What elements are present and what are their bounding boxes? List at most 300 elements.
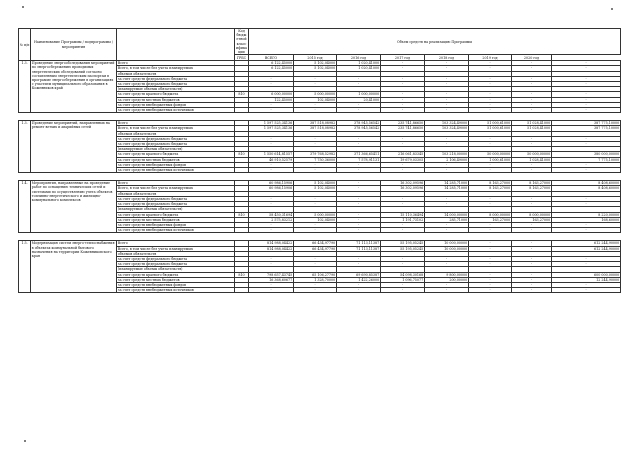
amount-cell: - <box>469 241 512 246</box>
amount-cell: 5 102,04000 <box>294 61 337 66</box>
amount-cell: - <box>381 222 425 227</box>
amount-cell: 51 028,41000 <box>512 121 552 126</box>
amount-cell: - <box>512 241 552 246</box>
amount-cell: - <box>552 66 621 71</box>
amount-cell: - <box>381 76 425 81</box>
amount-cell: - <box>469 97 512 102</box>
grbs-code: 810 <box>235 212 249 217</box>
amount-cell: - <box>337 222 381 227</box>
funding-source: за счет средств федерального бюджета <box>117 256 235 261</box>
amount-cell: 103 218,00000 <box>425 152 469 157</box>
amount-cell: - <box>337 228 381 233</box>
funding-source: (планируемые объемы обязательств) <box>117 87 235 92</box>
amount-cell: - <box>425 102 469 107</box>
funding-source: за счет средств местных бюджетов <box>117 157 235 162</box>
amount-cell: - <box>249 162 294 167</box>
amount-cell: 5 000,00000 <box>294 92 337 97</box>
amount-cell: - <box>381 256 425 261</box>
amount-cell: - <box>249 282 294 287</box>
amount-cell: - <box>469 272 512 277</box>
grbs-code: 810 <box>235 92 249 97</box>
amount-cell: - <box>294 228 337 233</box>
amount-cell: - <box>469 102 512 107</box>
amount-cell: 7 775,10000 <box>552 157 621 162</box>
table-row <box>19 241 621 246</box>
funding-source: за счет средств федерального бюджета <box>117 262 235 267</box>
amount-cell: - <box>552 108 621 113</box>
amount-cell: - <box>425 222 469 227</box>
amount-cell: - <box>294 102 337 107</box>
amount-cell: - <box>512 228 552 233</box>
amount-cell: 5 000,00000 <box>294 212 337 217</box>
amount-cell: - <box>469 222 512 227</box>
amount-cell: 10 000,00000 <box>425 241 469 246</box>
amount-cell: - <box>337 186 381 191</box>
amount-cell: 1 550 614,81557 <box>249 152 294 157</box>
amount-cell: - <box>512 288 552 293</box>
amount-cell: 8 163,27000 <box>469 186 512 191</box>
section-spacer <box>19 233 621 241</box>
amount-cell: - <box>552 168 621 173</box>
amount-cell: - <box>249 288 294 293</box>
amount-cell: - <box>294 142 337 147</box>
amount-cell: - <box>469 66 512 71</box>
amount-cell: 66 434,97790 <box>294 241 337 246</box>
amount-cell: - <box>552 288 621 293</box>
amount-cell: - <box>294 76 337 81</box>
funding-source: за счет средств внебюджетных источников <box>117 108 235 113</box>
amount-cell: 1 028,41000 <box>512 157 552 162</box>
amount-cell: - <box>425 202 469 207</box>
funding-source: за счет средств внебюджетных фондов <box>117 282 235 287</box>
funding-source: объемов обязательств <box>117 71 235 76</box>
header-year: 2018 год <box>425 55 469 61</box>
funding-source: за счет средств краевого бюджета <box>117 92 235 97</box>
amount-cell: - <box>425 196 469 201</box>
header-num: № п/п <box>19 29 31 61</box>
amount-cell: - <box>337 217 381 222</box>
amount-cell: 285,71000 <box>425 217 469 222</box>
amount-cell: 55 195,05245 <box>381 241 425 246</box>
amount-cell: - <box>381 97 425 102</box>
amount-cell: - <box>381 202 425 207</box>
amount-cell: 1 000,00000 <box>337 92 381 97</box>
section-number: 1.4. <box>19 181 31 233</box>
amount-cell: 50 000,00000 <box>469 152 512 157</box>
amount-cell: 6 122,45000 <box>249 61 294 66</box>
amount-cell: - <box>294 288 337 293</box>
amount-cell: - <box>381 282 425 287</box>
amount-cell: 600 000,00000 <box>552 272 621 277</box>
amount-cell: - <box>512 202 552 207</box>
scan-speck <box>611 8 613 10</box>
header-name: Наименование Программы / подпрограммы / мероприятия <box>31 29 117 61</box>
amount-cell: - <box>469 196 512 201</box>
amount-cell: 54 098,30168 <box>381 272 425 277</box>
amount-cell: 19 679,03305 <box>381 157 425 162</box>
amount-cell: - <box>512 136 552 141</box>
amount-cell: - <box>552 202 621 207</box>
header-year: 2020 год <box>512 55 552 61</box>
amount-cell: - <box>469 228 512 233</box>
amount-cell: - <box>425 97 469 102</box>
header-year: 2019 год <box>469 55 512 61</box>
amount-cell: - <box>552 262 621 267</box>
amount-cell: 5 102,04000 <box>294 186 337 191</box>
amount-cell: 46 910,52579 <box>249 157 294 162</box>
funding-source: (планируемые объемы обязательств) <box>117 267 235 272</box>
funding-source: Всего <box>117 241 235 246</box>
amount-cell: 5 102,04000 <box>294 181 337 186</box>
amount-cell: - <box>249 102 294 107</box>
header-volume: Объем средств на реализацию Программы <box>249 29 621 55</box>
amount-cell: 814 988,04422 <box>249 246 294 251</box>
amount-cell: 798 657,43745 <box>249 272 294 277</box>
amount-cell: - <box>337 168 381 173</box>
funding-source: Всего, в том числе без учета планируемых <box>117 186 235 191</box>
amount-cell: - <box>552 196 621 201</box>
header-year: 2015 год <box>294 55 337 61</box>
table-row <box>19 61 621 66</box>
amount-cell: - <box>552 61 621 66</box>
amount-cell: - <box>249 168 294 173</box>
amount-cell: 1 597 525,34136 <box>249 121 294 126</box>
funding-source: объемов обязательств <box>117 131 235 136</box>
amount-cell: - <box>469 288 512 293</box>
amount-cell: - <box>552 82 621 87</box>
amount-cell: - <box>469 246 512 251</box>
funding-source: за счет средств внебюджетных источников <box>117 228 235 233</box>
funding-source: за счет средств федерального бюджета <box>117 142 235 147</box>
amount-cell: - <box>512 222 552 227</box>
amount-cell: 50 000,00000 <box>512 152 552 157</box>
amount-cell: - <box>512 277 552 282</box>
amount-cell: - <box>425 92 469 97</box>
amount-cell: - <box>512 272 552 277</box>
amount-cell: - <box>249 196 294 201</box>
amount-cell: 51 000,61000 <box>469 121 512 126</box>
amount-cell: - <box>512 162 552 167</box>
amount-cell: - <box>381 196 425 201</box>
amount-cell: - <box>249 142 294 147</box>
amount-cell: - <box>381 168 425 173</box>
amount-cell: 379 768,52982 <box>294 152 337 157</box>
amount-cell: 8 163,27000 <box>512 181 552 186</box>
amount-cell: - <box>512 92 552 97</box>
amount-cell: - <box>425 282 469 287</box>
amount-cell: - <box>249 256 294 261</box>
amount-cell: - <box>425 82 469 87</box>
amount-cell: 1 328,70000 <box>294 277 337 282</box>
amount-cell: - <box>512 246 552 251</box>
funding-source: за счет средств внебюджетных фондов <box>117 162 235 167</box>
amount-cell: - <box>425 66 469 71</box>
amount-cell: - <box>469 82 512 87</box>
amount-cell: - <box>469 142 512 147</box>
amount-cell: - <box>469 168 512 173</box>
amount-cell: - <box>552 256 621 261</box>
section-number: 1.3. <box>19 61 31 113</box>
amount-cell: - <box>249 108 294 113</box>
amount-cell: - <box>294 82 337 87</box>
amount-cell: - <box>381 142 425 147</box>
amount-cell: - <box>337 196 381 201</box>
section-title: Проведение энергообследования мероприятий по энергосбережению проводимых энергетических обследований согласно составленным энергетическим паспортам в программе энергосбережения в организациях с участием муниципального образования в Кожевников край <box>31 61 117 113</box>
amount-cell: - <box>512 76 552 81</box>
amount-cell: 2 575,83212 <box>249 217 294 222</box>
amount-cell: - <box>337 162 381 167</box>
amount-cell: - <box>469 136 512 141</box>
section-title: Проведение мероприятий, направленных на ремонт ветхих и аварийных сетей <box>31 121 117 173</box>
amount-cell: - <box>294 168 337 173</box>
amount-cell: 14 285,71000 <box>425 186 469 191</box>
amount-cell: - <box>381 82 425 87</box>
amount-cell: - <box>552 76 621 81</box>
amount-cell: 814 988,04422 <box>249 241 294 246</box>
amount-cell: 1 096,75077 <box>381 277 425 282</box>
amount-cell: 103 324,49000 <box>425 121 469 126</box>
scan-speck <box>22 6 24 8</box>
amount-cell: 8 408,60000 <box>552 181 621 186</box>
funding-source: за счет средств внебюджетных источников <box>117 288 235 293</box>
amount-cell: - <box>425 228 469 233</box>
funding-source: за счет средств федерального бюджета <box>117 136 235 141</box>
amount-cell: - <box>337 108 381 113</box>
amount-cell: - <box>337 288 381 293</box>
funding-source: (планируемые объемы обязательств) <box>117 207 235 212</box>
amount-cell: 71 113,11387 <box>337 241 381 246</box>
amount-cell: - <box>512 256 552 261</box>
amount-cell: - <box>469 61 512 66</box>
amount-cell: 12 244,90000 <box>552 277 621 282</box>
funding-source: за счет средств федерального бюджета <box>117 76 235 81</box>
amount-cell: - <box>337 262 381 267</box>
amount-cell: - <box>337 212 381 217</box>
amount-cell: - <box>294 282 337 287</box>
funding-source: Всего, в том числе без учета планируемых <box>117 126 235 131</box>
amount-cell: - <box>552 97 621 102</box>
amount-cell: - <box>469 76 512 81</box>
amount-cell: - <box>425 61 469 66</box>
amount-cell: - <box>425 136 469 141</box>
amount-cell: 1 020,41000 <box>337 66 381 71</box>
section-title: Мероприятия, направленные на проведение работ по оснащению технических сетей и системами по осуществлению учета объектов топливно-энергетического и жилищно-коммунального комплексов <box>31 181 117 233</box>
grbs-code: 810 <box>235 152 249 157</box>
amount-cell: 103 324,49000 <box>425 126 469 131</box>
amount-cell: - <box>552 102 621 107</box>
amount-cell: 14 285,71000 <box>425 181 469 186</box>
table-row <box>19 121 621 126</box>
table-row <box>19 181 621 186</box>
funding-source: за счет средств федерального бюджета <box>117 196 235 201</box>
amount-cell: - <box>381 228 425 233</box>
header-grbs: ГРБС <box>235 55 249 61</box>
amount-cell: 10 000,00000 <box>425 246 469 251</box>
funding-source: Всего, в том числе без учета планируемых <box>117 66 235 71</box>
amount-cell: - <box>381 66 425 71</box>
amount-cell: 2 106,49000 <box>425 157 469 162</box>
amount-cell: - <box>552 162 621 167</box>
amount-cell: 6 000,00000 <box>249 92 294 97</box>
amount-cell: 1 597 525,34136 <box>249 126 294 131</box>
amount-cell: 20,41000 <box>337 97 381 102</box>
funding-source: за счет средств краевого бюджета <box>117 212 235 217</box>
amount-cell: 9 800,00000 <box>425 272 469 277</box>
amount-cell: - <box>337 136 381 141</box>
amount-cell: 1 020,41000 <box>337 61 381 66</box>
amount-cell: - <box>469 162 512 167</box>
amount-cell: - <box>381 136 425 141</box>
amount-cell: 102,04000 <box>294 217 337 222</box>
amount-cell: - <box>294 196 337 201</box>
amount-cell: 163,27000 <box>512 217 552 222</box>
grbs-code <box>235 288 249 293</box>
amount-cell: 612 244,90000 <box>552 241 621 246</box>
amount-cell: - <box>512 82 552 87</box>
amount-cell: - <box>512 282 552 287</box>
funding-source: за счет средств федерального бюджета <box>117 202 235 207</box>
amount-cell: 8 163,27000 <box>512 186 552 191</box>
amount-cell: - <box>512 108 552 113</box>
amount-cell: - <box>512 61 552 66</box>
amount-cell: - <box>469 202 512 207</box>
amount-cell: 371 366,65411 <box>337 152 381 157</box>
amount-cell: - <box>552 142 621 147</box>
amount-cell: - <box>294 162 337 167</box>
amount-cell: 8 220,00000 <box>552 212 621 217</box>
funding-source: за счет средств внебюджетных фондов <box>117 222 235 227</box>
funding-source: за счет средств местных бюджетов <box>117 97 235 102</box>
amount-cell: - <box>552 282 621 287</box>
amount-cell: 235 741,86650 <box>381 126 425 131</box>
amount-cell: - <box>381 288 425 293</box>
amount-cell: 66 434,97790 <box>294 246 337 251</box>
table-header <box>19 29 621 61</box>
amount-cell: 378 945,56542 <box>337 126 381 131</box>
amount-cell: - <box>337 256 381 261</box>
amount-cell: - <box>337 76 381 81</box>
amount-cell: 1 191,73102 <box>381 217 425 222</box>
amount-cell: 7 578,91131 <box>337 157 381 162</box>
amount-cell: - <box>381 92 425 97</box>
section-number: 1.3. <box>19 121 31 173</box>
amount-cell: 380 000,00000 <box>552 152 621 157</box>
amount-cell: - <box>337 102 381 107</box>
amount-cell: 387 775,10000 <box>552 121 621 126</box>
amount-cell: - <box>469 277 512 282</box>
amount-cell: - <box>381 262 425 267</box>
amount-cell: - <box>249 222 294 227</box>
amount-cell: - <box>425 142 469 147</box>
funding-source: Всего <box>117 181 235 186</box>
amount-cell: 14 000,00000 <box>425 212 469 217</box>
amount-cell: - <box>512 168 552 173</box>
amount-cell: - <box>469 256 512 261</box>
amount-cell: 51 028,41000 <box>512 126 552 131</box>
amount-cell: - <box>294 222 337 227</box>
funding-source: за счет средств краевого бюджета <box>117 272 235 277</box>
amount-cell: 387 518,08982 <box>294 121 337 126</box>
amount-cell: 378 945,56542 <box>337 121 381 126</box>
amount-cell: 5 102,04000 <box>294 66 337 71</box>
amount-cell: - <box>294 262 337 267</box>
amount-cell: 387 775,10000 <box>552 126 621 131</box>
amount-cell: - <box>512 66 552 71</box>
section-spacer <box>19 173 621 181</box>
funding-source: объемов обязательств <box>117 251 235 256</box>
amount-cell: - <box>249 136 294 141</box>
amount-cell: - <box>381 102 425 107</box>
amount-cell: - <box>425 288 469 293</box>
amount-cell: 55 195,05245 <box>381 246 425 251</box>
amount-cell: - <box>512 97 552 102</box>
funding-source: Всего <box>117 121 235 126</box>
amount-cell: 200,00000 <box>425 277 469 282</box>
amount-cell: 163,27000 <box>469 217 512 222</box>
funding-source: за счет средств внебюджетных фондов <box>117 102 235 107</box>
amount-cell: - <box>249 76 294 81</box>
amount-cell: 8 000,00000 <box>512 212 552 217</box>
amount-cell: 71 113,11387 <box>337 246 381 251</box>
funding-source: за счет средств местных бюджетов <box>117 277 235 282</box>
amount-cell: - <box>337 202 381 207</box>
amount-cell: - <box>552 222 621 227</box>
amount-cell: - <box>552 92 621 97</box>
amount-cell: - <box>294 256 337 261</box>
amount-cell: 16 302,09596 <box>381 186 425 191</box>
amount-cell: 102,04000 <box>294 97 337 102</box>
amount-cell: - <box>337 82 381 87</box>
funding-source: Всего, в том числе без учета планируемых <box>117 246 235 251</box>
amount-cell: 60 986,15906 <box>249 186 294 191</box>
amount-cell: 16 368,60677 <box>249 277 294 282</box>
section-number: 1.5. <box>19 241 31 293</box>
amount-cell: 1 000,61000 <box>469 157 512 162</box>
amount-cell: - <box>381 61 425 66</box>
header-year: ВСЕГО <box>249 55 294 61</box>
amount-cell: - <box>552 136 621 141</box>
amount-cell: - <box>294 202 337 207</box>
amount-cell: - <box>381 162 425 167</box>
funding-source: объемов обязательств <box>117 191 235 196</box>
amount-cell: 8 408,60000 <box>552 186 621 191</box>
amount-cell: 168,60000 <box>552 217 621 222</box>
amount-cell: - <box>425 108 469 113</box>
amount-cell: - <box>512 196 552 201</box>
amount-cell: - <box>294 136 337 141</box>
header-year: 2017 год <box>381 55 425 61</box>
amount-cell: - <box>469 282 512 287</box>
amount-cell: 122,45000 <box>249 97 294 102</box>
amount-cell: - <box>512 102 552 107</box>
funding-source: (планируемые объемы обязательств) <box>117 147 235 152</box>
header-code: Код бюджетной классификации <box>235 29 247 55</box>
amount-cell: - <box>469 108 512 113</box>
amount-cell: 15 110,36494 <box>381 212 425 217</box>
amount-cell: - <box>512 142 552 147</box>
amount-cell: - <box>337 142 381 147</box>
amount-cell: - <box>249 202 294 207</box>
amount-cell: 235 741,86650 <box>381 121 425 126</box>
amount-cell: 387 518,08982 <box>294 126 337 131</box>
funding-source: за счет средств местных бюджетов <box>117 217 235 222</box>
amount-cell: - <box>249 228 294 233</box>
amount-cell: - <box>337 181 381 186</box>
header-year: 2016 год <box>337 55 381 61</box>
amount-cell: 16 302,09596 <box>381 181 425 186</box>
grbs-code: 810 <box>235 272 249 277</box>
scan-speck <box>24 440 26 442</box>
